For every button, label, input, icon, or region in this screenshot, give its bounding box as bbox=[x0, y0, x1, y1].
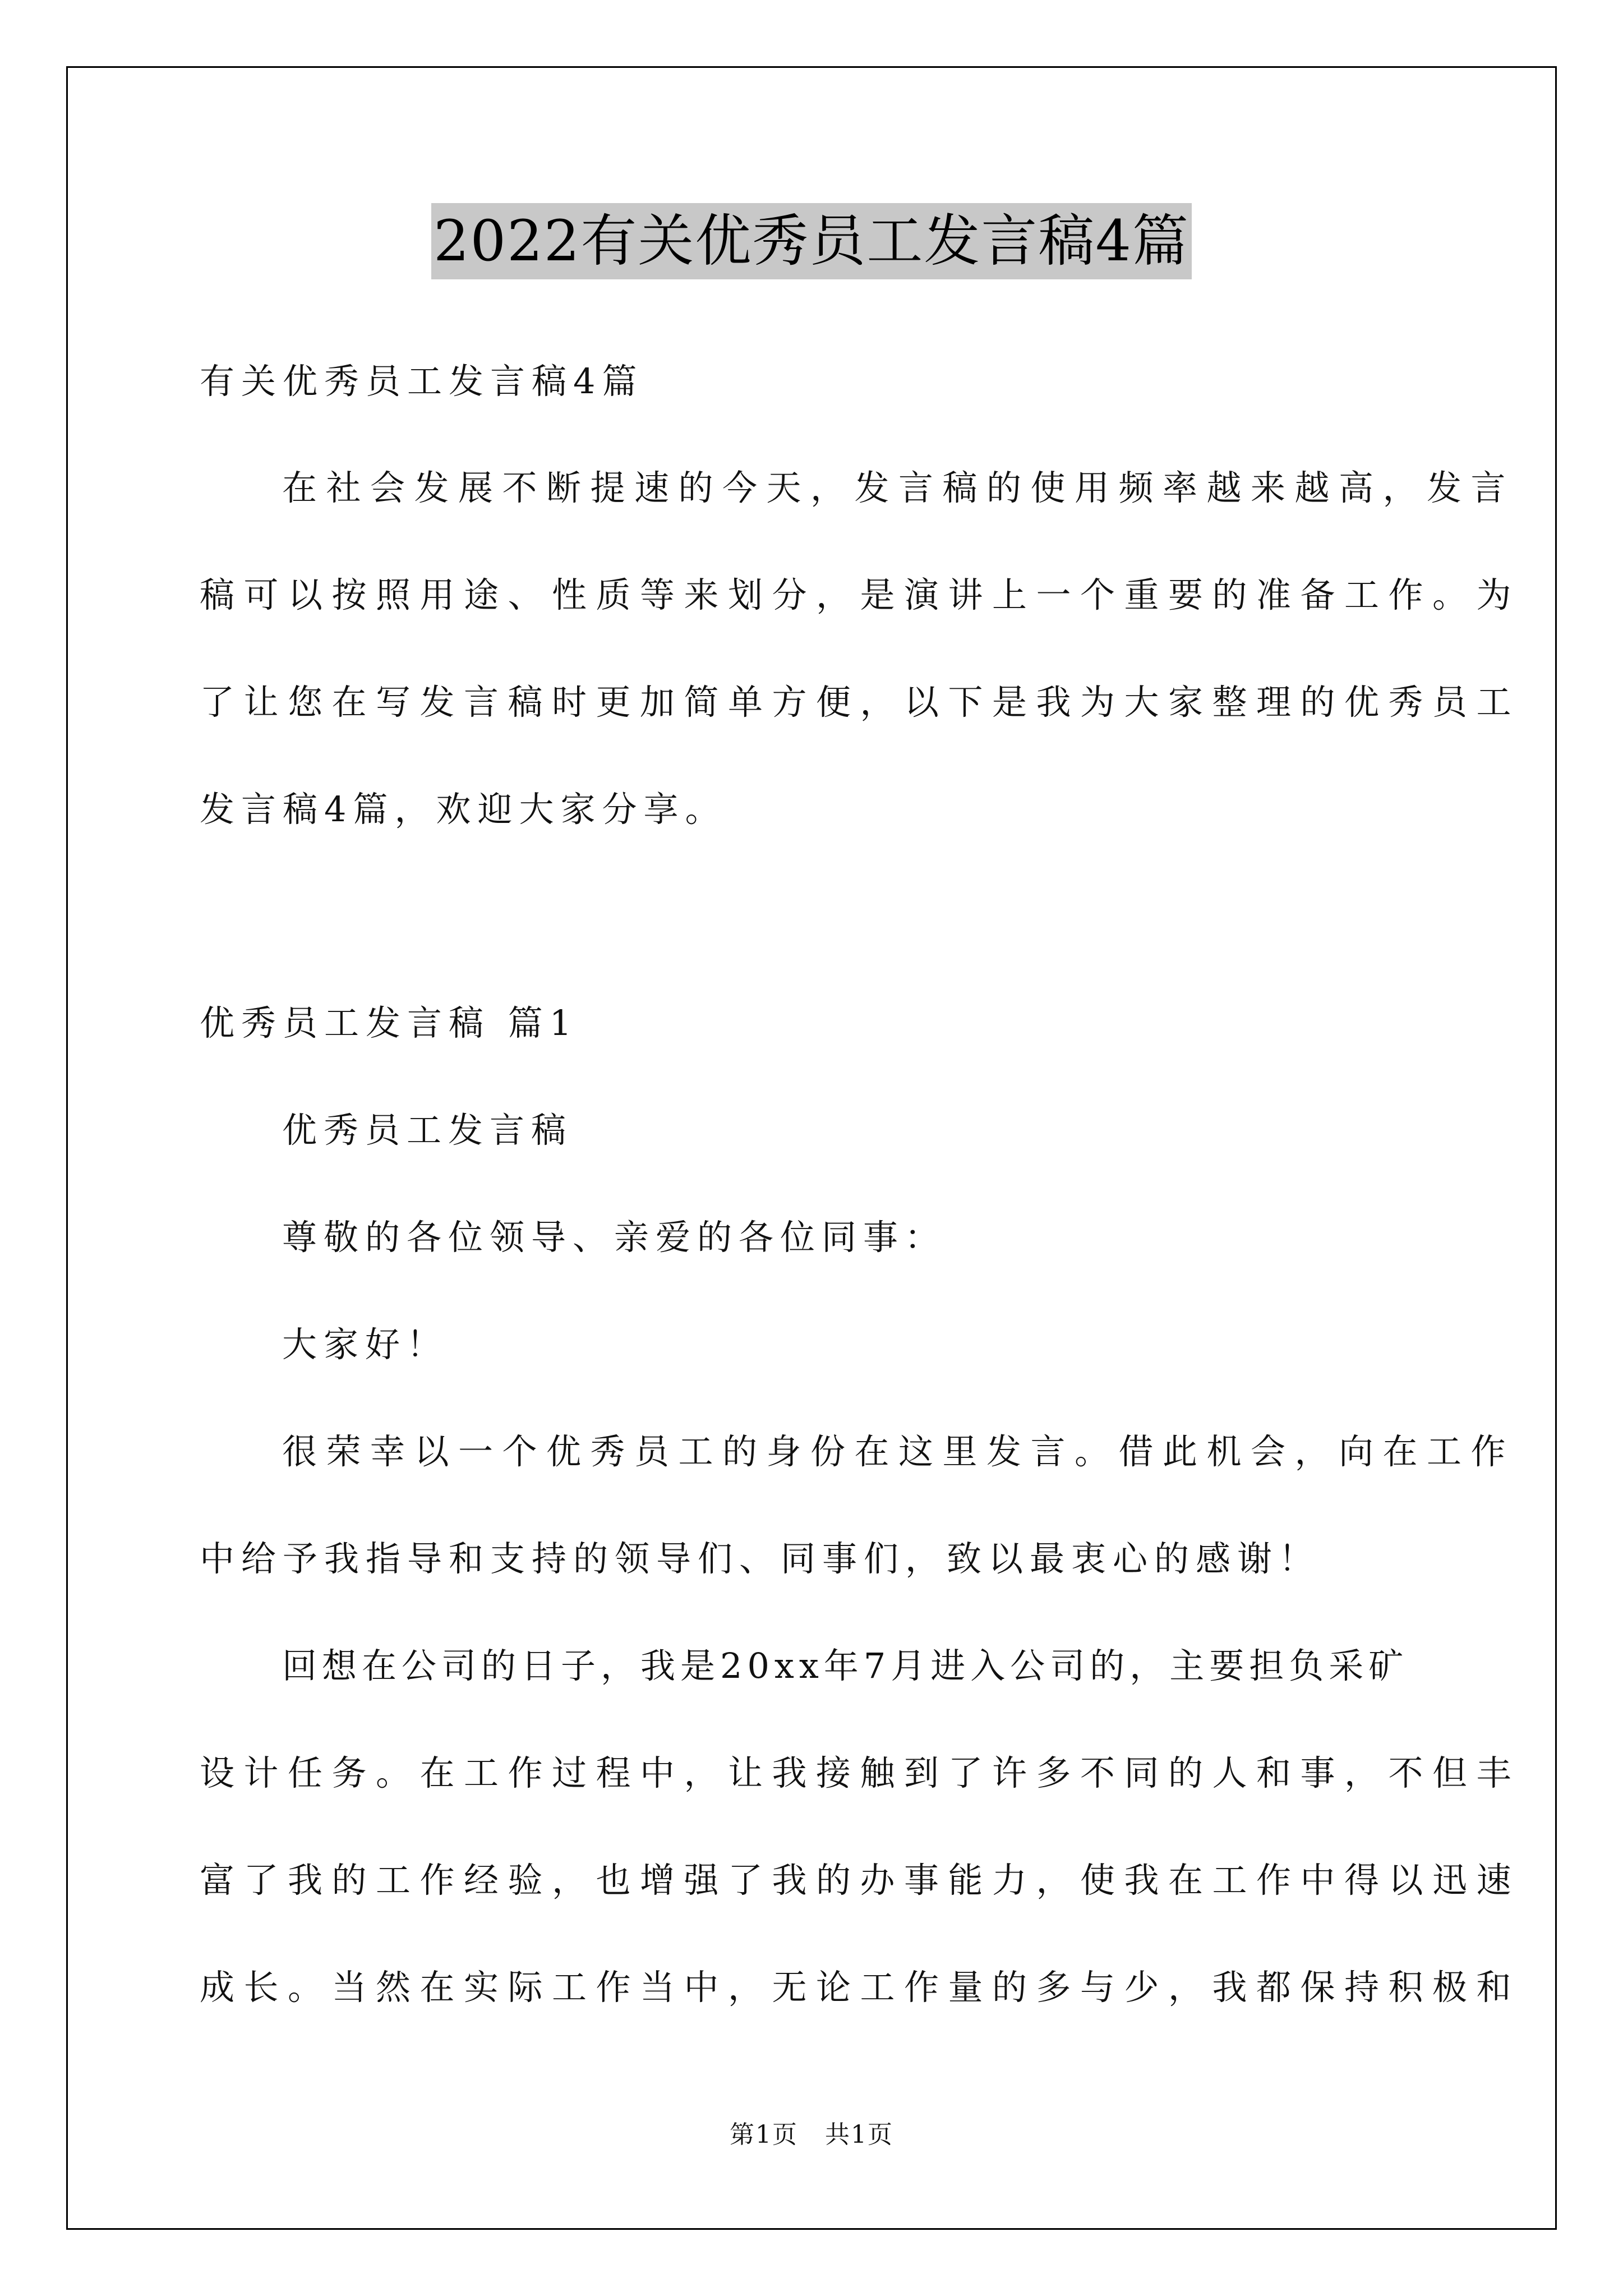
intro-line: 在社会发展不断提速的今天，发言稿的使用频率越来越高，发言 bbox=[282, 467, 1515, 508]
paragraph-line: 回想在公司的日子，我是20xx年7月进入公司的，主要担负采矿 bbox=[282, 1645, 1409, 1686]
salutation: 尊敬的各位领导、亲爱的各位同事： bbox=[282, 1217, 947, 1258]
page-total: 共1页 bbox=[825, 2120, 893, 2149]
intro-line: 稿可以按照用途、性质等来划分，是演讲上一个重要的准备工作。为 bbox=[200, 574, 1521, 615]
page-number: 第1页 bbox=[730, 2120, 798, 2149]
section-heading: 优秀员工发言稿 篇1 bbox=[200, 1002, 579, 1043]
greeting: 大家好！ bbox=[282, 1324, 449, 1365]
paragraph-line: 成长。当然在实际工作当中，无论工作量的多与少，我都保持积极和 bbox=[200, 1967, 1521, 2008]
document-subtitle: 有关优秀员工发言稿4篇 bbox=[200, 361, 644, 402]
paragraph-line: 很荣幸以一个优秀员工的身份在这里发言。借此机会，向在工作 bbox=[282, 1431, 1515, 1472]
paragraph-line: 富了我的工作经验，也增强了我的办事能力，使我在工作中得以迅速 bbox=[200, 1860, 1521, 1901]
document-title: 2022有关优秀员工发言稿4篇 bbox=[431, 203, 1192, 279]
title-wrap bbox=[0, 203, 1623, 279]
speech-title: 优秀员工发言稿 bbox=[282, 1110, 573, 1151]
paragraph-line: 设计任务。在工作过程中，让我接触到了许多不同的人和事，不但丰 bbox=[200, 1752, 1521, 1793]
page-footer bbox=[0, 2118, 1623, 2152]
intro-line: 发言稿4篇，欢迎大家分享。 bbox=[200, 789, 727, 830]
intro-line: 了让您在写发言稿时更加简单方便，以下是我为大家整理的优秀员工 bbox=[200, 682, 1521, 723]
paragraph-line: 中给予我指导和支持的领导们、同事们，致以最衷心的感谢！ bbox=[200, 1538, 1321, 1579]
